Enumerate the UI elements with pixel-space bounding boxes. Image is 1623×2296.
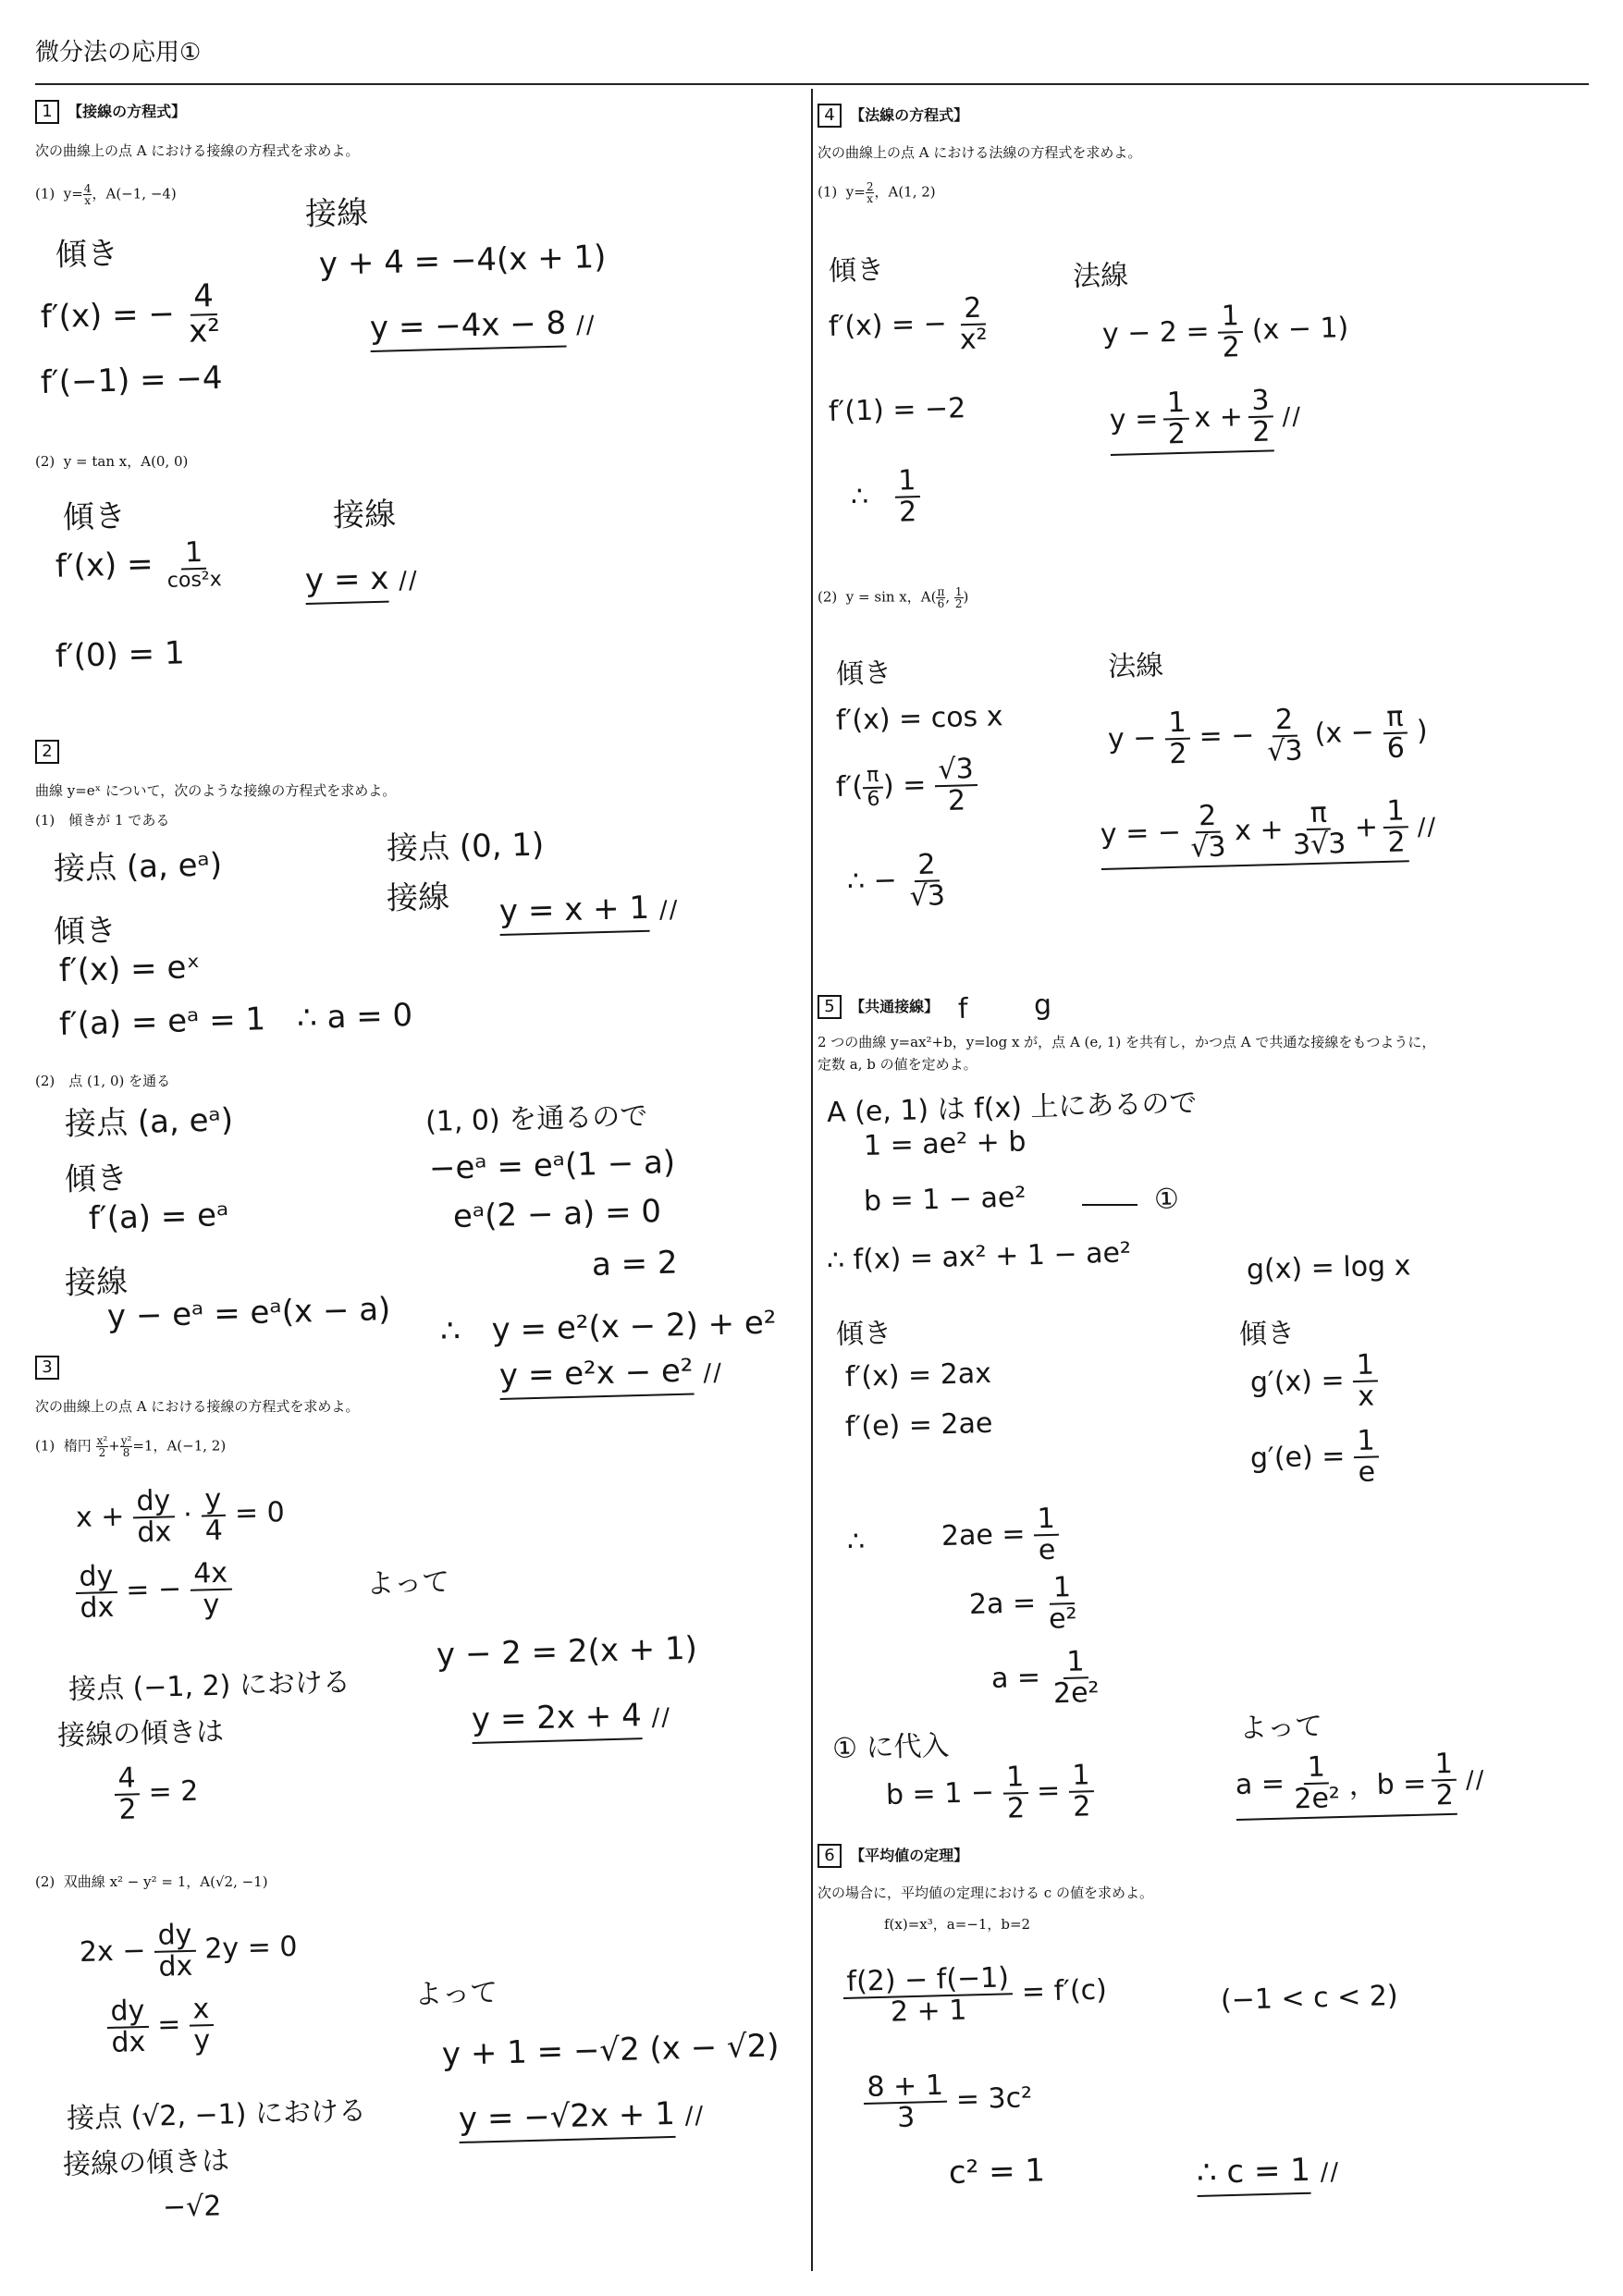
problem-number: 2 bbox=[35, 740, 59, 764]
p4-q2-perp: ∴ − $\frac{2}{√3}$ bbox=[846, 848, 946, 913]
p5-g-def: g(x) = log x bbox=[1246, 1249, 1411, 1286]
problem-4-q2-statement: (2) y = sin x，A( $\frac{\pi}{6}$ , $\frac{1}{2}$ ) bbox=[818, 585, 969, 610]
p4-q1-answer: y = $\frac{1}{2}$ x + $\frac{3}{2}$ // bbox=[1109, 386, 1303, 456]
p1-q2-slope-heading: 傾き bbox=[62, 497, 127, 536]
p4-q1-derivative: f′(x) = − $\frac{2}{\text{x²}}$ bbox=[828, 291, 989, 356]
p4-q2-derivative: f′(x) = cos x bbox=[835, 700, 1003, 737]
p3-q2-slope: −√2 bbox=[162, 2190, 222, 2224]
p5-fprime-e: f′(e) = 2ae bbox=[844, 1406, 993, 1443]
problem-2-q2-statement: (2) 点 (1, 0) を通る bbox=[35, 1073, 171, 1089]
problem-heading: 【共通接線】 bbox=[850, 998, 940, 1015]
p1-q2-answer: y = x // bbox=[304, 559, 419, 599]
p5-thus: ∴ bbox=[846, 1525, 866, 1558]
problem-number: 4 bbox=[818, 104, 842, 128]
p2-q2-step2: eᵃ(2 − a) = 0 bbox=[452, 1193, 662, 1235]
problem-2-instruction: 曲線 y=eˣ について，次のような接線の方程式を求めよ。 bbox=[35, 782, 397, 799]
p1-q2-derivative-at: f′(0) = 1 bbox=[55, 634, 186, 675]
title-rule bbox=[35, 83, 1589, 85]
p1-q1-derivative-at: f′(−1) = −4 bbox=[40, 359, 224, 401]
p2-q2-slope-heading: 傾き bbox=[64, 1160, 129, 1198]
page-title: 微分法の応用① bbox=[35, 39, 202, 67]
p3-q1-therefore: よって bbox=[365, 1565, 450, 1601]
p4-q2-slope-heading: 傾き bbox=[835, 657, 892, 691]
p1-q1-answer: y = −4x − 8 // bbox=[369, 304, 592, 347]
p2-q1-answer: y = x + 1 // bbox=[498, 889, 679, 930]
p6-range: (−1 < c < 2) bbox=[1220, 1979, 1399, 2017]
p3-q2-eq1: y + 1 = −√2 (x − √2) bbox=[441, 2027, 781, 2073]
p1-q1-slope-heading: 傾き bbox=[55, 235, 119, 274]
problem-3-q2-statement: (2) 双曲線 x² − y² = 1，A(√2, −1) bbox=[35, 1873, 268, 1890]
problem-3-q1-statement: (1) 楕円 $\frac{\text{x²}}{2}$ + $\frac{\text{y²}}{8}$ =1，A(−1, 2) bbox=[35, 1434, 227, 1459]
p4-q1-derivative-at: f′(1) = −2 bbox=[828, 392, 966, 428]
p2-q2-tangent-heading: 接線 bbox=[64, 1263, 129, 1302]
p2-q2-answer: y = e²x − e² // bbox=[498, 1352, 723, 1394]
p1-q2-derivative: f′(x) = $\frac{1}{\text{cos²x}}$ bbox=[55, 535, 223, 593]
p3-q1-answer: y = 2x + 4 // bbox=[471, 1696, 671, 1738]
p3-q1-dydx: $\frac{dy}{dx}$ = − $\frac{4x}{y}$ bbox=[75, 1559, 232, 1623]
p5-slope-g: 傾き bbox=[1238, 1317, 1296, 1351]
p5-eqA: 2ae = $\frac{1}{e}$ bbox=[941, 1504, 1060, 1567]
p5-annotation-g: g bbox=[1033, 988, 1052, 1022]
p5-gprime-e: g′(e) = $\frac{1}{e}$ bbox=[1249, 1426, 1380, 1490]
p6-calc: $\frac{8 + 1}{3}$ = 3c² bbox=[863, 2069, 1033, 2133]
p5-substitute: ① に代入 bbox=[831, 1729, 950, 1765]
p2-q1-contact: 接点 (a, eᵃ) bbox=[53, 846, 223, 888]
p2-q2-step3: a = 2 bbox=[591, 1244, 679, 1283]
p5-line4: ∴ f(x) = ax² + 1 − ae² bbox=[826, 1236, 1132, 1277]
problem-number: 6 bbox=[818, 1844, 842, 1868]
p5-b-calc: b = 1 − $\frac{1}{2}$ = $\frac{1}{2}$ bbox=[885, 1761, 1095, 1826]
p5-line3: b = 1 − ae² bbox=[863, 1181, 1027, 1218]
p5-gprime: g′(x) = $\frac{1}{x}$ bbox=[1249, 1350, 1379, 1414]
p3-q2-therefore: よって bbox=[413, 1976, 498, 2011]
p1-q2-tangent-heading: 接線 bbox=[332, 496, 397, 534]
problem-1-q1-statement: (1) y= $\frac{4}{x}$ ，A(−1, −4) bbox=[35, 182, 177, 207]
problem-3-header bbox=[35, 1356, 63, 1380]
p4-q2-normal-heading: 法線 bbox=[1107, 649, 1164, 683]
p5-slope-f: 傾き bbox=[835, 1317, 892, 1351]
p2-q2-step4: ∴ y = e²(x − 2) + e² bbox=[439, 1304, 777, 1350]
p2-q1-derivative: f′(x) = eˣ bbox=[58, 949, 201, 989]
p4-q1-slope-heading: 傾き bbox=[828, 253, 885, 288]
p3-q1-slope: $\frac{4}{2}$ = 2 bbox=[114, 1762, 199, 1824]
p6-mvt: $\frac{f(2) - f(-1)}{2 + 1}$ = f′(c) bbox=[842, 1961, 1108, 2028]
p3-q2-line2: 接線の傾きは bbox=[62, 2144, 230, 2181]
p4-q2-eq1: y − $\frac{1}{2}$ = − $\frac{2}{√3}$ (x − $\frac{\pi}{6}$ ) bbox=[1107, 700, 1429, 770]
p4-q1-perp: ∴ $\frac{1}{2}$ bbox=[850, 466, 920, 528]
p2-q2-derivative: f′(a) = eᵃ bbox=[88, 1197, 229, 1237]
p2-q2-tangent: y − eᵃ = eᵃ(x − a) bbox=[106, 1290, 391, 1335]
problem-6-header bbox=[818, 1844, 968, 1868]
p5-fprime: f′(x) = 2ax bbox=[844, 1357, 992, 1394]
problem-heading: 【接線の方程式】 bbox=[68, 103, 187, 120]
p2-q1-contact2: 接点 (0, 1) bbox=[386, 826, 545, 867]
p4-q1-normal-heading: 法線 bbox=[1072, 259, 1129, 293]
problem-heading: 【法線の方程式】 bbox=[850, 106, 969, 124]
p5-line2: 1 = ae² + b bbox=[863, 1125, 1027, 1162]
p4-q2-derivative-at: f′( $\frac{\pi}{6}$ ) = $\frac{√3}{2}$ bbox=[835, 755, 978, 818]
p3-q1-line1: 接点 (−1, 2) における bbox=[68, 1666, 351, 1706]
p5-dash bbox=[1082, 1204, 1137, 1206]
p2-q2-passes: (1, 0) を通るので bbox=[424, 1099, 648, 1138]
p3-q1-eq1: y − 2 = 2(x + 1) bbox=[436, 1629, 698, 1674]
p3-q1-implicit: x + $\frac{dy}{dx}$ · $\frac{y}{4}$ = 0 bbox=[75, 1482, 286, 1549]
p3-q2-answer: y = −√2x + 1 // bbox=[458, 2094, 705, 2138]
p5-eqB: 2a = $\frac{1}{\text{e²}}$ bbox=[968, 1571, 1078, 1636]
p3-q1-line2: 接線の傾きは bbox=[56, 1715, 225, 1752]
p3-q2-line1: 接点 (√2, −1) における bbox=[66, 2094, 367, 2135]
p5-line1: A (e, 1) は f(x) 上にあるので bbox=[826, 1087, 1198, 1129]
p1-q1-derivative: f′(x) = − $\frac{4}{\text{x²}}$ bbox=[40, 277, 221, 350]
p6-c-squared: c² = 1 bbox=[948, 2152, 1046, 2192]
p1-q1-eq1: y + 4 = −4(x + 1) bbox=[318, 238, 607, 283]
problem-heading: 【平均値の定理】 bbox=[850, 1847, 969, 1864]
p2-q1-derivative-at: f′(a) = eᵃ = 1 ∴ a = 0 bbox=[58, 997, 413, 1043]
problem-1-instruction: 次の曲線上の点 A における接線の方程式を求めよ。 bbox=[35, 142, 360, 159]
p5-annotation-f: f bbox=[957, 992, 969, 1025]
problem-6-given: f(x)=x³，a=−1，b=2 bbox=[884, 1916, 1031, 1933]
problem-3-instruction: 次の曲線上の点 A における接線の方程式を求めよ。 bbox=[35, 1398, 360, 1415]
problem-number: 5 bbox=[818, 995, 842, 1019]
p1-q1-tangent-heading: 接線 bbox=[304, 194, 369, 233]
p6-answer: ∴ c = 1 // bbox=[1196, 2151, 1340, 2192]
problem-5-instruction-1: 2 つの曲線 y=ax²+b，y=log x が，点 A (e, 1) を共有し，かつ点 A で共通な接線をもつように， bbox=[818, 1034, 1436, 1050]
p3-q2-implicit: 2x − $\frac{dy}{dx}$ 2y = 0 bbox=[79, 1918, 298, 1983]
p5-therefore: よって bbox=[1238, 1710, 1323, 1745]
p2-q1-slope-heading: 傾き bbox=[53, 912, 117, 951]
p5-eqC: a = $\frac{1}{\text{2e²}}$ bbox=[990, 1645, 1100, 1710]
problem-4-header bbox=[818, 104, 968, 128]
problem-5-header bbox=[818, 995, 939, 1019]
p3-q2-dydx: $\frac{dy}{dx}$ = $\frac{x}{y}$ bbox=[106, 1995, 214, 2057]
p2-q2-step1: −eᵃ = eᵃ(1 − a) bbox=[428, 1144, 676, 1187]
problem-2-header bbox=[35, 740, 63, 764]
problem-1-q2-statement: (2) y = tan x，A(0, 0) bbox=[35, 453, 189, 470]
p5-circle-1: ① bbox=[1153, 1183, 1180, 1216]
problem-4-q1-statement: (1) y= $\frac{2}{x}$ ，A(1, 2) bbox=[818, 180, 936, 205]
problem-4-instruction: 次の曲線上の点 A における法線の方程式を求めよ。 bbox=[818, 144, 1142, 161]
problem-number: 3 bbox=[35, 1356, 59, 1380]
p4-q2-answer: y = − $\frac{2}{√3}$ x + $\frac{\pi}{3√3}$ + $\frac{1}{2}$ // bbox=[1100, 795, 1438, 870]
problem-2-q1-statement: (1) 傾きが 1 である bbox=[35, 812, 170, 829]
column-divider bbox=[811, 89, 813, 2271]
p2-q1-tangent-heading: 接線 bbox=[386, 878, 450, 917]
problem-1-header bbox=[35, 100, 186, 124]
p4-q1-eq1: y − 2 = $\frac{1}{2}$ (x − 1) bbox=[1101, 300, 1349, 364]
p5-answer: a = $\frac{1}{\text{2e²}}$ ，b = $\frac{1}{2}$ // bbox=[1235, 1749, 1486, 1821]
problem-6-instruction: 次の場合に，平均値の定理における c の値を求めよ。 bbox=[818, 1885, 1153, 1901]
p2-q2-contact: 接点 (a, eᵃ) bbox=[64, 1101, 234, 1143]
problem-number: 1 bbox=[35, 100, 59, 124]
problem-5-instruction-2: 定数 a, b の値を定めよ。 bbox=[818, 1056, 977, 1073]
